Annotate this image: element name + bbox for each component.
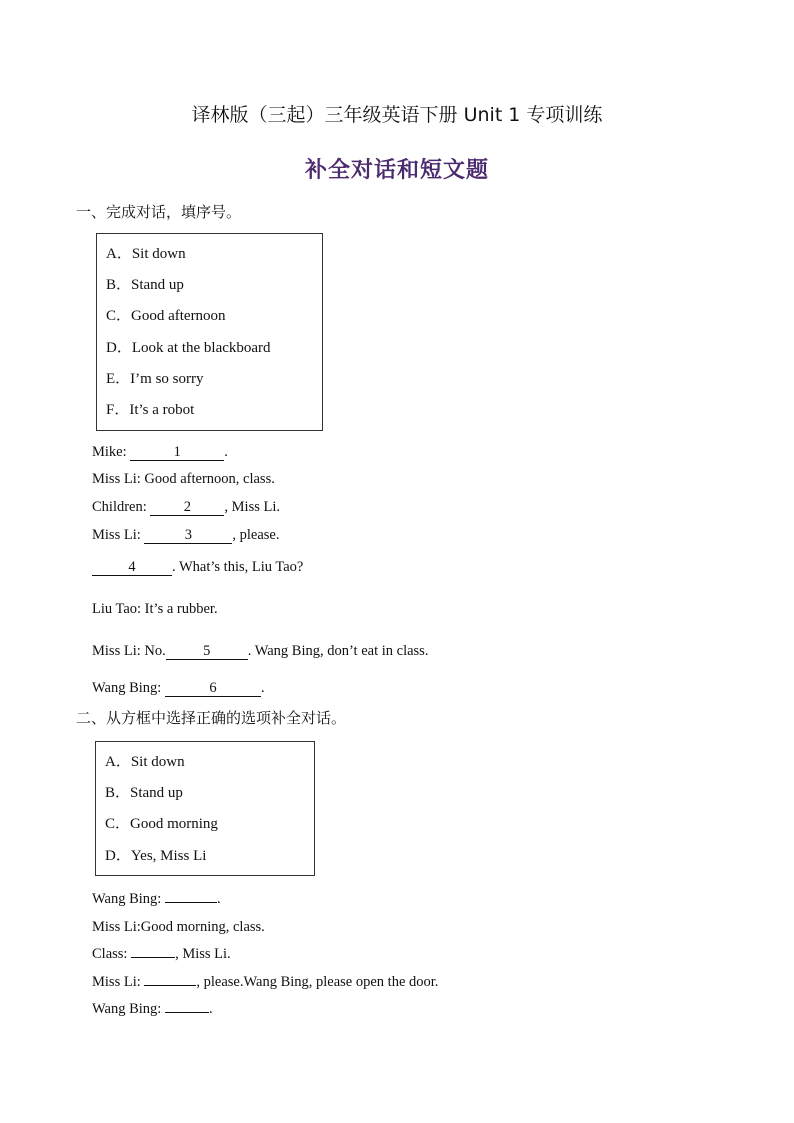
line-text: .: [260, 680, 265, 696]
dialogue-line: [92, 499, 280, 516]
option-a: A．Sit down: [105, 754, 185, 770]
line-text: Wang Bing:: [92, 1001, 165, 1017]
dialogue-line: [92, 974, 438, 991]
section2-heading: 二、从方框中选择正确的选项补全对话。: [76, 709, 347, 727]
dialogue-line: [92, 559, 303, 576]
section1-heading: 一、完成对话，填序号。: [76, 203, 242, 221]
line-text: . Wang Bing, don’t eat in class.: [247, 643, 429, 659]
option-c: C．Good afternoon: [106, 308, 226, 324]
answer-blank[interactable]: 1: [130, 445, 224, 461]
line-text: Children:: [92, 499, 151, 515]
answer-blank[interactable]: [165, 1012, 209, 1013]
section2-options-box: [95, 741, 315, 876]
line-text: Wang Bing:: [92, 891, 165, 907]
option-e: E．I’m so sorry: [106, 371, 204, 387]
option-d: D．Yes, Miss Li: [105, 848, 207, 864]
dialogue-line: [92, 919, 265, 936]
answer-blank[interactable]: 5: [166, 644, 248, 660]
dialogue-line: [92, 643, 428, 660]
line-text: Miss Li:Good morning, class.: [92, 919, 265, 935]
answer-blank[interactable]: [165, 902, 217, 903]
line-text: Liu Tao: It’s a rubber.: [92, 601, 218, 617]
line-text: Miss Li:: [92, 974, 145, 990]
line-text: .: [224, 444, 228, 460]
dialogue-line: [92, 444, 228, 461]
line-text: , Miss Li.: [175, 946, 231, 962]
answer-blank[interactable]: 3: [144, 528, 232, 544]
dialogue-line: [92, 1001, 213, 1018]
option-a: A．Sit down: [106, 246, 186, 262]
answer-blank[interactable]: 4: [92, 560, 172, 576]
option-f: F．It’s a robot: [106, 402, 195, 418]
line-text: .: [208, 1001, 213, 1017]
line-text: . What’s this, Liu Tao?: [172, 559, 304, 575]
line-text: , please.: [232, 527, 280, 543]
dialogue-line: [92, 527, 279, 544]
option-b: B．Stand up: [105, 785, 183, 801]
dialogue-line: [92, 680, 265, 697]
page-subtitle: 补全对话和短文题: [304, 158, 489, 183]
line-text: Miss Li: Good afternoon, class.: [92, 471, 275, 487]
answer-blank[interactable]: [144, 985, 196, 986]
dialogue-line: [92, 471, 275, 488]
line-text: Wang Bing:: [92, 680, 165, 696]
line-text: .: [216, 891, 221, 907]
dialogue-line: [92, 601, 218, 618]
line-text: Mike:: [92, 444, 131, 460]
option-d: D．Look at the blackboard: [106, 340, 271, 356]
section1-options-box: [96, 233, 323, 431]
line-text: Class:: [92, 946, 132, 962]
line-text: Miss Li:: [92, 527, 145, 543]
answer-blank[interactable]: [131, 957, 175, 958]
option-b: B．Stand up: [106, 277, 184, 293]
line-text: , please.Wang Bing, please open the door.: [196, 974, 439, 990]
dialogue-line: [92, 891, 221, 908]
answer-blank[interactable]: 6: [165, 681, 261, 697]
line-text: , Miss Li.: [224, 499, 280, 515]
line-text: Miss Li: No.: [92, 643, 166, 659]
answer-blank[interactable]: 2: [150, 500, 224, 516]
option-c: C．Good morning: [105, 816, 218, 832]
dialogue-line: [92, 946, 231, 963]
page-title: 译林版（三起）三年级英语下册 Unit 1 专项训练: [191, 104, 603, 126]
